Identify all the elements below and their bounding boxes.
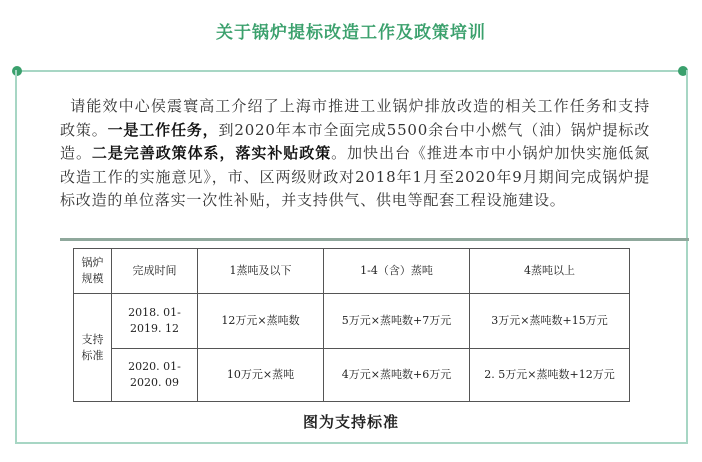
col-header-b: 1-4（含）蒸吨	[324, 249, 470, 294]
table-row	[74, 294, 630, 349]
table-row	[74, 349, 630, 402]
article-title: 关于锅炉提标改造工作及政策培训	[216, 23, 486, 43]
col-header-c: 4蒸吨以上	[470, 249, 630, 294]
period-cell	[112, 294, 198, 349]
subsidy-standard-table	[73, 248, 630, 402]
period-cell	[112, 349, 198, 402]
period-line-2: 2019. 12	[130, 322, 179, 335]
paragraph-text-3: 。加快出台《推进本市中小锅炉加快实施低氮改造工作的实施意见》，市、区两级财政对2018年1月至2020年9月期间完成锅炉提标改造的单位落实一次性补贴，并支持供气、供电等配套工程设施建设。	[60, 144, 650, 209]
frame-top-border	[17, 70, 683, 72]
paragraph-bold-1: 一是工作任务，	[107, 120, 219, 139]
section-divider	[60, 238, 689, 241]
col-header-a: 1蒸吨及以下	[198, 249, 324, 294]
paragraph-text-2: 到2020年本市全面完成5500余台中小燃气（油）锅炉提标改造。	[60, 120, 650, 162]
row-label-cell	[74, 294, 112, 402]
subsidy-cell-a: 12万元×蒸吨数	[198, 294, 324, 349]
body-paragraph	[60, 95, 650, 213]
period-line-1: 2018. 01-	[128, 306, 181, 319]
paragraph-text-1: 请能效中心侯震寰高工介绍了上海市推进工业锅炉排放改造的相关工作任务和支持政策。	[60, 97, 650, 139]
subsidy-cell-b: 5万元×蒸吨数+7万元	[324, 294, 470, 349]
subsidy-cell-a: 10万元×蒸吨	[198, 349, 324, 402]
row-label-line-1: 支持	[81, 332, 104, 346]
col-header-time: 完成时间	[112, 249, 198, 294]
subsidy-cell-c: 3万元×蒸吨数+15万元	[470, 294, 630, 349]
corner-header-line-2: 规模	[81, 272, 104, 285]
period-line-1: 2020. 01-	[128, 360, 181, 373]
subsidy-cell-c: 2. 5万元×蒸吨数+12万元	[470, 349, 630, 402]
frame-right-border	[686, 70, 688, 442]
corner-header-line-1: 锅炉	[81, 256, 104, 269]
paragraph-bold-2: 二是完善政策体系，落实补贴政策	[91, 144, 332, 162]
period-line-2: 2020. 09	[130, 376, 179, 389]
corner-header-cell	[74, 249, 112, 294]
frame-bottom-border	[15, 442, 688, 444]
table-header-row	[74, 249, 630, 294]
frame-left-border	[15, 70, 17, 442]
table-caption: 图为支持标准	[302, 413, 399, 431]
row-label-line-2: 标准	[81, 348, 104, 362]
subsidy-cell-b: 4万元×蒸吨数+6万元	[324, 349, 470, 402]
